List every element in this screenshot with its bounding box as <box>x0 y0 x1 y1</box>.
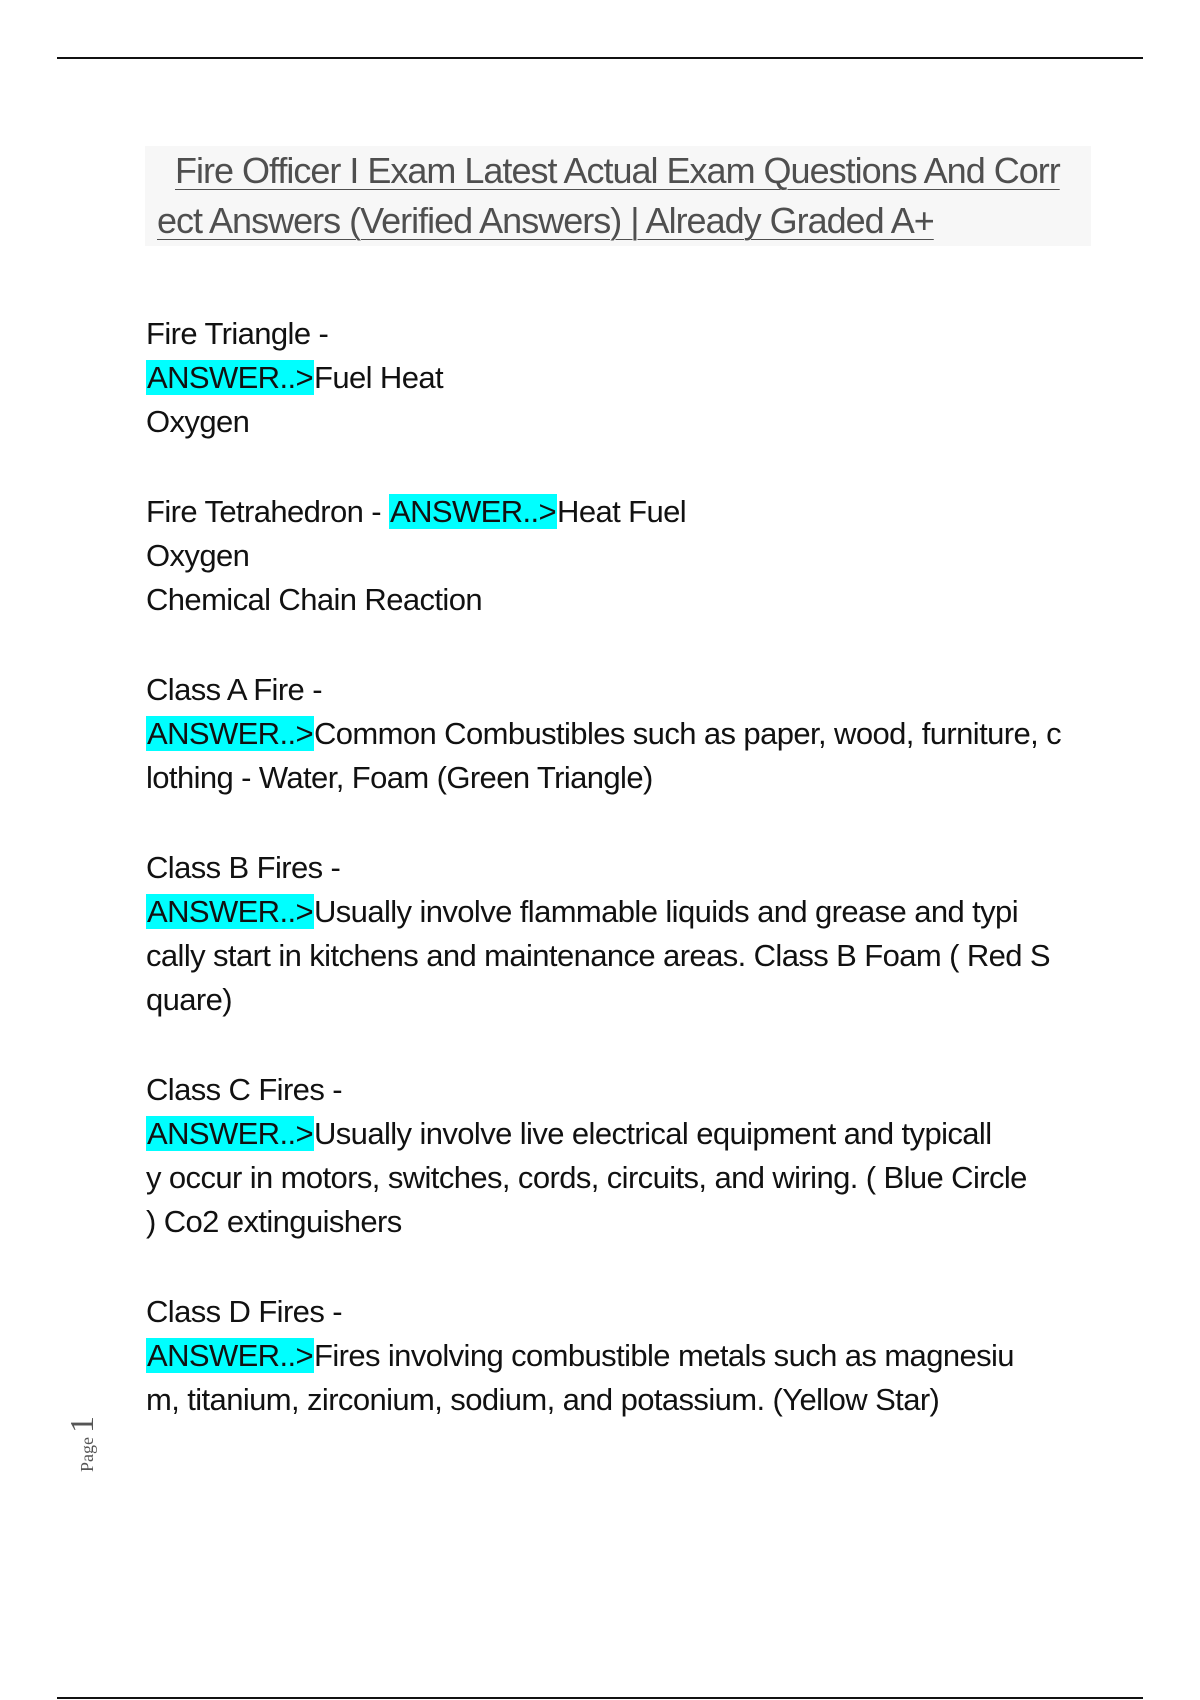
bottom-rule <box>57 1697 1143 1699</box>
qa-line <box>146 668 1146 712</box>
qa-line <box>146 756 1146 800</box>
document-title-line-2: ect Answers (Verified Answers) | Already Graded A+ <box>157 200 934 241</box>
qa-answer-text: Fuel Heat <box>314 360 443 395</box>
qa-answer-text: Usually involve live electrical equipment and typicall <box>314 1116 992 1151</box>
document-title-line-1: Fire Officer I Exam Latest Actual Exam Questions And Corr <box>175 150 1060 191</box>
qa-text: quare) <box>146 982 233 1017</box>
qa-text: Class D Fires - <box>146 1294 342 1329</box>
qa-line <box>146 1334 1146 1378</box>
qa-item <box>146 490 1146 622</box>
qa-text: lothing - Water, Foam (Green Triangle) <box>146 760 653 795</box>
page-number: 1 <box>64 1416 101 1433</box>
qa-line <box>146 1112 1146 1156</box>
qa-text: Class B Fires - <box>146 850 341 885</box>
qa-line <box>146 312 1146 356</box>
qa-line <box>146 978 1146 1022</box>
qa-line <box>146 1068 1146 1112</box>
qa-line <box>146 846 1146 890</box>
answer-highlight-tag: ANSWER..> <box>147 360 313 395</box>
qa-answer-text: Common Combustibles such as paper, wood, furniture, c <box>314 716 1062 751</box>
document-title-block <box>145 146 1091 246</box>
qa-line <box>146 1200 1146 1244</box>
qa-line <box>146 490 1146 534</box>
qa-text: Oxygen <box>146 404 250 439</box>
page-number-label <box>64 1380 101 1472</box>
qa-item <box>146 1290 1146 1422</box>
qa-text: cally start in kitchens and maintenance areas. Class B Foam ( Red S <box>146 938 1050 973</box>
answer-highlight-tag: ANSWER..> <box>147 1116 313 1151</box>
qa-line <box>146 934 1146 978</box>
qa-line <box>146 1290 1146 1334</box>
qa-text: Fire Tetrahedron - <box>146 494 390 529</box>
answer-highlight-tag: ANSWER..> <box>147 716 313 751</box>
qa-line <box>146 712 1146 756</box>
qa-item <box>146 846 1146 1022</box>
answer-highlight-tag: ANSWER..> <box>390 494 557 529</box>
answer-highlight-tag: ANSWER..> <box>147 894 313 929</box>
qa-line <box>146 534 1146 578</box>
qa-answer-text: Usually involve flammable liquids and grease and typi <box>314 894 1018 929</box>
qa-text: ) Co2 extinguishers <box>146 1204 402 1239</box>
qa-text: Class C Fires - <box>146 1072 342 1107</box>
qa-item <box>146 312 1146 444</box>
qa-text: Fire Triangle - <box>146 316 329 351</box>
qa-line <box>146 578 1146 622</box>
top-rule <box>57 57 1143 59</box>
qa-line <box>146 1156 1146 1200</box>
qa-line <box>146 1378 1146 1422</box>
qa-item <box>146 1068 1146 1244</box>
qa-text: Oxygen <box>146 538 250 573</box>
qa-item <box>146 668 1146 800</box>
qa-text: Class A Fire - <box>146 672 322 707</box>
qa-line <box>146 890 1146 934</box>
qa-text: y occur in motors, switches, cords, circuits, and wiring. ( Blue Circle <box>146 1160 1027 1195</box>
page-word: Page <box>77 1437 97 1472</box>
qa-text: m, titanium, zirconium, sodium, and potassium. (Yellow Star) <box>146 1382 940 1417</box>
qa-line <box>146 356 1146 400</box>
qa-text: Chemical Chain Reaction <box>146 582 482 617</box>
qa-answer-text: Fires involving combustible metals such as magnesiu <box>314 1338 1014 1373</box>
answer-highlight-tag: ANSWER..> <box>147 1338 313 1373</box>
qa-line <box>146 400 1146 444</box>
qa-answer-text: Heat Fuel <box>557 494 687 529</box>
